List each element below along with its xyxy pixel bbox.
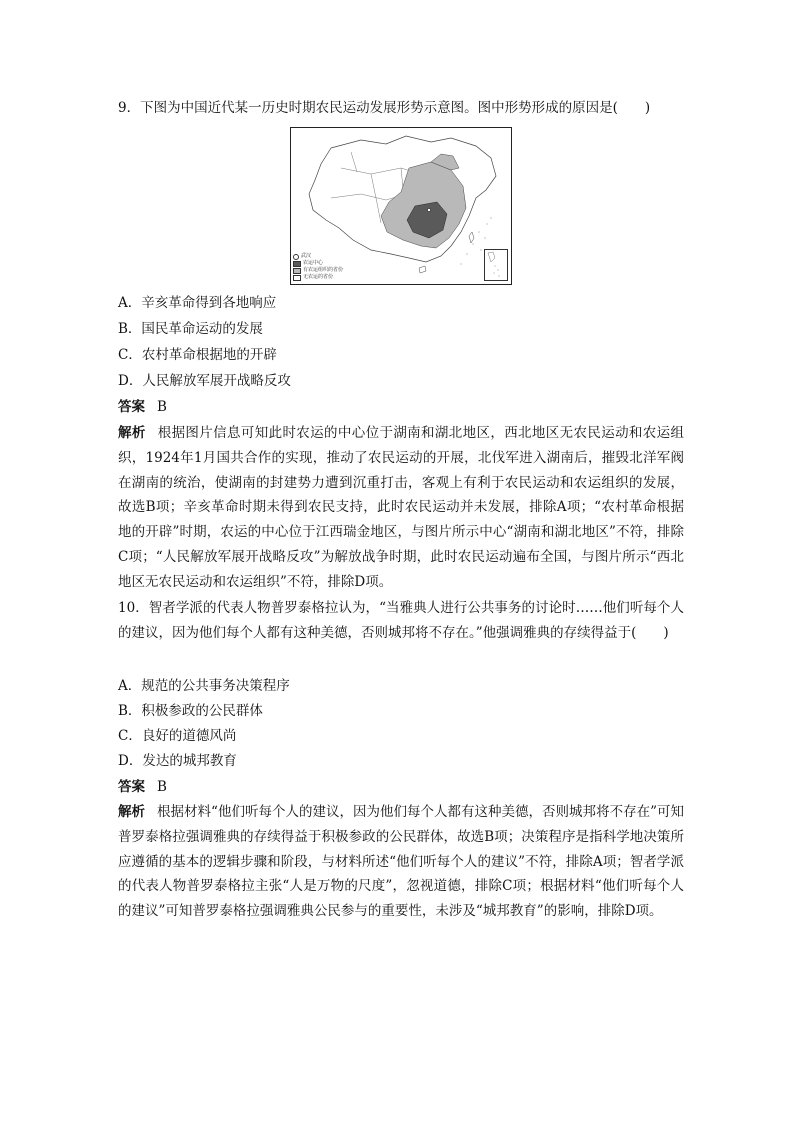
q10-analysis — [118, 800, 684, 924]
legend-item: 有农运组织的省份 — [293, 267, 343, 274]
map-legend — [293, 253, 343, 281]
analysis-label: 解析 — [118, 804, 146, 820]
q10-option-a: A．规范的公共事务决策程序 — [118, 678, 290, 694]
organized-legend-icon — [293, 268, 301, 274]
question-9-title: 9．下图为中国近代某一历史时期农民运动发展形势示意图。图中形势形成的原因是( ) — [118, 100, 651, 116]
wuhan-marker — [427, 208, 430, 211]
answer-label: 答案 — [118, 399, 145, 415]
south-china-sea-inset — [484, 249, 508, 281]
q9-option-c: C．农村革命根据地的开辟 — [118, 347, 277, 363]
answer-value: B — [157, 779, 167, 795]
question-10-title: 10．智者学派的代表人物普罗泰格拉认为，“当雅典人进行公共事务的讨论时……他们听每个人的建议，因为他们每个人都有这种美德，否则城邦将不存在。”他强调雅典的存续得益于( ) — [118, 600, 684, 641]
q9-analysis — [118, 421, 684, 595]
center-legend-icon — [293, 261, 301, 267]
q9-option-a: A．辛亥革命得到各地响应 — [118, 295, 277, 311]
analysis-label: 解析 — [118, 425, 146, 441]
q9-option-b: B．国民革命运动的发展 — [118, 321, 263, 337]
q10-option-d: D．发达的城邦教育 — [118, 753, 237, 769]
analysis-text: 根据材料“他们听每个人的建议，因为他们每个人都有这种美德，否则城邦将不存在”可知普罗泰格拉强调雅典的存续得益于积极参政的公民群体，故选B项；决策程序是指科学地决策所应遵循的基本的逻辑步骤和阶段，与材料所述“他们听每个人的建议”不符，排除A项；智者学派的代表人物普罗泰格拉主张“人是万物的尺度”，忽视道德，排除C项；根据材料“他们听每个人的建议”可知普罗泰格拉强调雅典公民参与的重要性，未涉及“城邦教育”的影响，排除D项。 — [118, 804, 684, 920]
analysis-text: 根据图片信息可知此时农运的中心位于湖南和湖北地区，西北地区无农民运动和农运组织，1924年1月国共合作的实现，推动了农民运动的开展，北伐军进入湖南后，摧毁北洋军阀在湖南的统治，使湖南的封建势力遭到沉重打击，客观上有利于农民运动和农运组织的发展，故选B项；辛亥革命时期未得到农民支持，此时农民运动并未发展，排除A项；“农村革命根据地的开辟”时期，农运的中心位于江西瑞金地区，与图片所示中心“湖南和湖北地区”不符，排除C项；“人民解放军展开战略反攻”为解放战争时期，此时农民运动遍布全国，与图片所示“西北地区无农民运动和农运组织”不符，排除D项。 — [118, 425, 684, 590]
wuhan-legend-icon — [293, 254, 299, 260]
answer-label: 答案 — [118, 779, 145, 795]
legend-item: 无农运的省份 — [293, 274, 343, 281]
q9-answer — [118, 398, 167, 416]
q10-option-c: C．良好的道德风尚 — [118, 728, 237, 744]
legend-item: 农运中心 — [293, 260, 343, 267]
q10-option-b: B．积极参政的公民群体 — [118, 703, 263, 719]
none-legend-icon — [293, 275, 301, 281]
farmer-movement-map — [290, 127, 512, 285]
q10-answer — [118, 778, 167, 796]
legend-item: 武汉 — [293, 253, 343, 260]
q9-option-d: D．人民解放军展开战略反攻 — [118, 373, 291, 389]
answer-value: B — [157, 399, 167, 415]
